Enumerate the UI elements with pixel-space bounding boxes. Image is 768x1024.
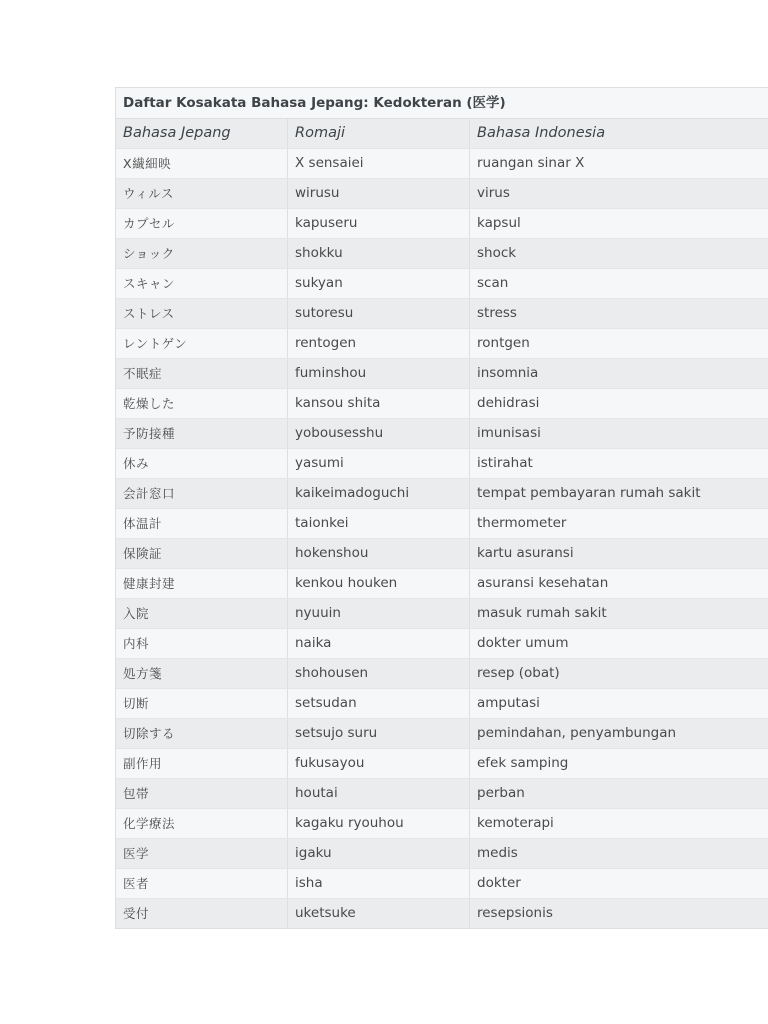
cell-romaji: kaikeimadoguchi — [288, 479, 470, 508]
cell-romaji: wirusu — [288, 179, 470, 208]
cell-indonesian: ruangan sinar X — [477, 155, 585, 171]
table-row — [116, 719, 768, 749]
cell-indonesian: resepsionis — [477, 905, 553, 921]
cell-indonesian: stress — [477, 305, 517, 321]
table-row — [116, 509, 768, 539]
table-row — [116, 779, 768, 809]
table-row — [116, 539, 768, 569]
cell-romaji: isha — [288, 869, 470, 898]
cell-romaji: setsudan — [288, 689, 470, 718]
cell-romaji: uketsuke — [288, 899, 470, 928]
cell-romaji: igaku — [288, 839, 470, 868]
cell-indonesian: insomnia — [477, 365, 539, 381]
cell-japanese: 乾燥した — [116, 389, 288, 418]
cell-japanese: レントゲン — [116, 329, 288, 358]
table-row — [116, 209, 768, 239]
cell-indonesian: pemindahan, penyambungan — [477, 725, 677, 741]
cell-japanese: 副作用 — [116, 749, 288, 778]
cell-indonesian: scan — [477, 275, 509, 291]
cell-japanese: スキャン — [116, 269, 288, 298]
cell-romaji: setsujo suru — [288, 719, 470, 748]
cell-indonesian: dokter umum — [477, 635, 569, 651]
cell-japanese: X繊細映 — [116, 149, 288, 178]
table-row — [116, 479, 768, 509]
table-row — [116, 299, 768, 329]
cell-romaji: fukusayou — [288, 749, 470, 778]
cell-indonesian: resep (obat) — [477, 665, 560, 681]
table-row — [116, 839, 768, 869]
table-header-row — [116, 119, 768, 149]
cell-romaji: shokku — [288, 239, 470, 268]
header-bahasa-jepang: Bahasa Jepang — [116, 119, 288, 148]
table-row — [116, 359, 768, 389]
header-romaji: Romaji — [288, 119, 470, 148]
cell-japanese: 内科 — [116, 629, 288, 658]
cell-indonesian: rontgen — [477, 335, 530, 351]
cell-indonesian: perban — [477, 785, 525, 801]
cell-japanese: 不眠症 — [116, 359, 288, 388]
table-row — [116, 869, 768, 899]
table-row — [116, 689, 768, 719]
cell-romaji: X sensaiei — [288, 149, 470, 178]
cell-romaji: naika — [288, 629, 470, 658]
cell-indonesian: dehidrasi — [477, 395, 540, 411]
cell-indonesian: efek samping — [477, 755, 569, 771]
cell-indonesian: thermometer — [477, 515, 567, 531]
cell-japanese: 医者 — [116, 869, 288, 898]
cell-romaji: yasumi — [288, 449, 470, 478]
cell-japanese: ウィルス — [116, 179, 288, 208]
cell-japanese: 処方箋 — [116, 659, 288, 688]
cell-japanese: カプセル — [116, 209, 288, 238]
cell-romaji: yobousesshu — [288, 419, 470, 448]
cell-japanese: 包帯 — [116, 779, 288, 808]
cell-indonesian: asuransi kesehatan — [477, 575, 609, 591]
cell-indonesian: kartu asuransi — [477, 545, 574, 561]
cell-japanese: ショック — [116, 239, 288, 268]
table-row — [116, 809, 768, 839]
cell-japanese: 切除する — [116, 719, 288, 748]
cell-japanese: 切断 — [116, 689, 288, 718]
cell-japanese: 体温計 — [116, 509, 288, 538]
cell-romaji: hokenshou — [288, 539, 470, 568]
cell-japanese: 医学 — [116, 839, 288, 868]
cell-indonesian: tempat pembayaran rumah sakit — [477, 485, 701, 501]
cell-japanese: 受付 — [116, 899, 288, 928]
cell-japanese: ストレス — [116, 299, 288, 328]
cell-japanese: 入院 — [116, 599, 288, 628]
cell-japanese: 会計窓口 — [116, 479, 288, 508]
cell-indonesian: imunisasi — [477, 425, 541, 441]
table-row — [116, 659, 768, 689]
cell-romaji: kenkou houken — [288, 569, 470, 598]
cell-romaji: nyuuin — [288, 599, 470, 628]
cell-japanese: 健康封建 — [116, 569, 288, 598]
table-row — [116, 239, 768, 269]
table-row — [116, 329, 768, 359]
cell-romaji: kapuseru — [288, 209, 470, 238]
table-body — [116, 119, 768, 928]
cell-indonesian: kapsul — [477, 215, 521, 231]
table-row — [116, 629, 768, 659]
table-row — [116, 599, 768, 629]
cell-romaji: fuminshou — [288, 359, 470, 388]
cell-japanese: 化学療法 — [116, 809, 288, 838]
vocabulary-table — [115, 87, 768, 929]
header-bahasa-indonesia: Bahasa Indonesia — [477, 125, 606, 141]
cell-romaji: shohousen — [288, 659, 470, 688]
table-row — [116, 149, 768, 179]
cell-romaji: taionkei — [288, 509, 470, 538]
table-row — [116, 569, 768, 599]
cell-indonesian: masuk rumah sakit — [477, 605, 607, 621]
cell-indonesian: virus — [477, 185, 510, 201]
cell-romaji: sukyan — [288, 269, 470, 298]
cell-indonesian: dokter — [477, 875, 521, 891]
cell-indonesian: amputasi — [477, 695, 540, 711]
cell-japanese: 予防接種 — [116, 419, 288, 448]
cell-romaji: houtai — [288, 779, 470, 808]
cell-indonesian: kemoterapi — [477, 815, 554, 831]
cell-japanese: 休み — [116, 449, 288, 478]
cell-romaji: kansou shita — [288, 389, 470, 418]
cell-romaji: sutoresu — [288, 299, 470, 328]
table-row — [116, 389, 768, 419]
table-row — [116, 749, 768, 779]
cell-japanese: 保険証 — [116, 539, 288, 568]
table-row — [116, 419, 768, 449]
table-row — [116, 269, 768, 299]
table-title: Daftar Kosakata Bahasa Jepang: Kedokteran (医学) — [116, 88, 768, 119]
cell-indonesian: medis — [477, 845, 518, 861]
cell-romaji: kagaku ryouhou — [288, 809, 470, 838]
table-row — [116, 449, 768, 479]
table-row — [116, 899, 768, 928]
cell-romaji: rentogen — [288, 329, 470, 358]
cell-indonesian: istirahat — [477, 455, 533, 471]
table-row — [116, 179, 768, 209]
cell-indonesian: shock — [477, 245, 517, 261]
